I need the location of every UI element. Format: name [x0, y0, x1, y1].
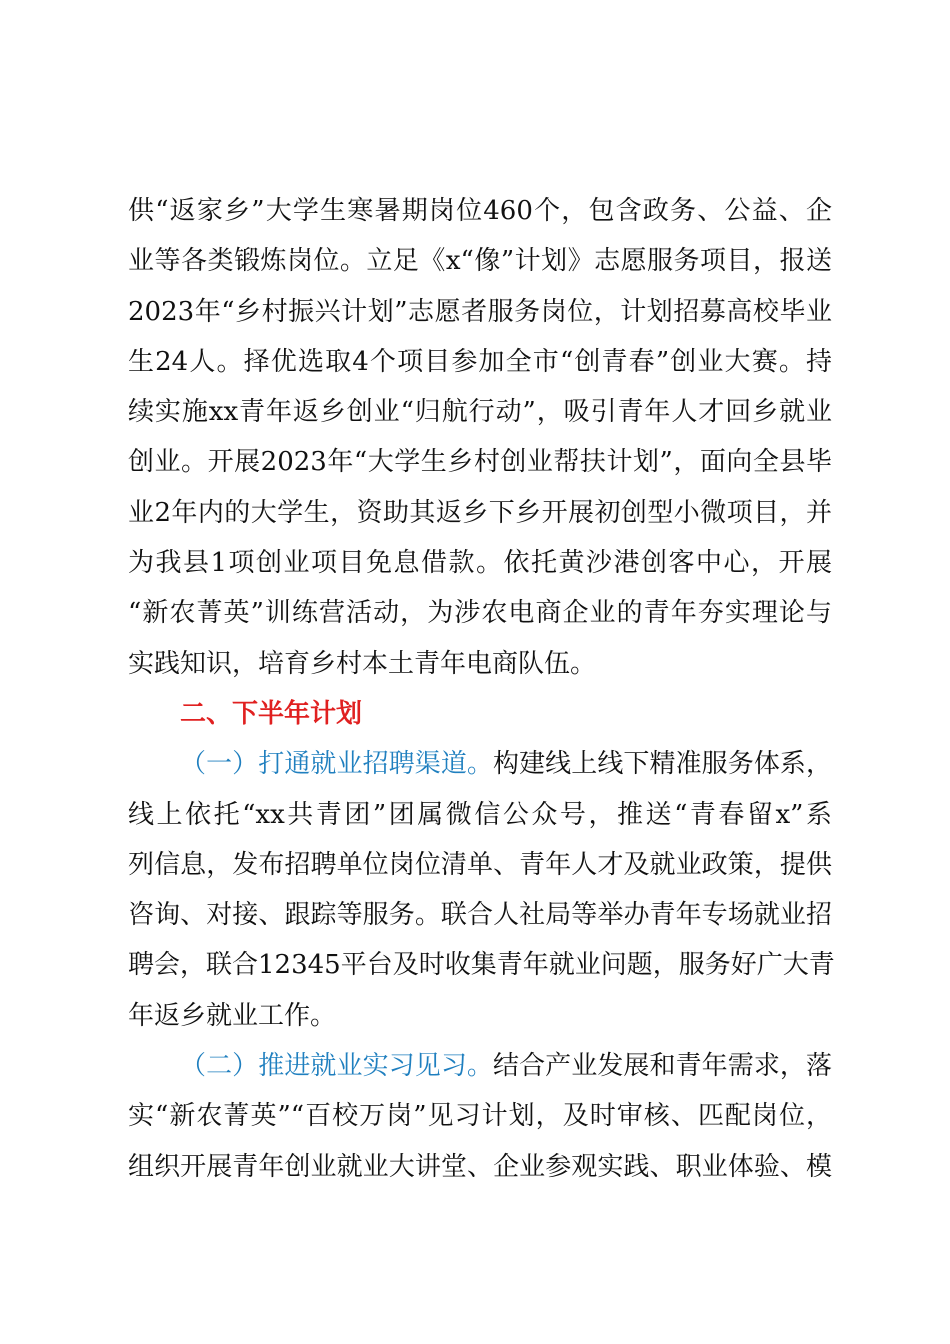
paragraph-line: 2023年“乡村振兴计划”志愿者服务岗位，计划招募高校毕业	[128, 296, 832, 327]
paragraph-line: 组织开展青年创业就业大讲堂、企业参观实践、职业体验、模	[128, 1151, 832, 1182]
paragraph-line: 咨询、对接、跟踪等服务。联合人社局等举办青年专场就业招	[128, 900, 832, 931]
paragraph-line: 聘会，联合12345平台及时收集青年就业问题，服务好广大青	[128, 950, 835, 981]
paragraph-line: 供“返家乡”大学生寒暑期岗位460个，包含政务、公益、企	[128, 196, 832, 226]
document-body	[128, 186, 835, 1192]
paragraph-line: 年返乡就业工作。	[128, 1000, 337, 1031]
paragraph-line: 创业。开展2023年“大学生乡村创业帮扶计划”，面向全县毕	[128, 447, 832, 478]
section-heading: 二、下半年计划	[180, 698, 363, 729]
subsection-text: 构建线上线下精准服务体系，	[493, 749, 832, 780]
subsection-text: 结合产业发展和青年需求，落	[493, 1051, 832, 1082]
paragraph-line: 线上依托“xx共青团”团属微信公众号，推送“青春留x”系	[128, 799, 832, 830]
paragraph-line: 生24人。择优选取4个项目参加全市“创青春”创业大赛。持	[128, 346, 832, 377]
paragraph-line: 为我县1项创业项目免息借款。依托黄沙港创客中心，开展	[128, 548, 832, 579]
paragraph-line: 业2年内的大学生，资助其返乡下乡开展初创型小微项目，并	[128, 497, 832, 528]
subsection-title: （二）推进就业实习见习。	[180, 1051, 493, 1082]
paragraph-line: 续实施xx青年返乡创业“归航行动”，吸引青年人才回乡就业	[128, 397, 832, 428]
paragraph-line: 实“新农菁英”“百校万岗”见习计划，及时审核、匹配岗位，	[128, 1101, 832, 1132]
paragraph-line: “新农菁英”训练营活动，为涉农电商企业的青年夯实理论与	[128, 598, 832, 629]
subsection-title: （一）打通就业招聘渠道。	[180, 749, 493, 780]
paragraph-line: 业等各类锻炼岗位。立足《x“像”计划》志愿服务项目，报送	[128, 246, 832, 277]
paragraph-line: 实践知识，培育乡村本土青年电商队伍。	[128, 648, 597, 679]
paragraph-line: 列信息，发布招聘单位岗位清单、青年人才及就业政策，提供	[128, 849, 832, 880]
subsection-first-line	[128, 1041, 832, 1091]
subsection-first-line	[128, 739, 832, 789]
